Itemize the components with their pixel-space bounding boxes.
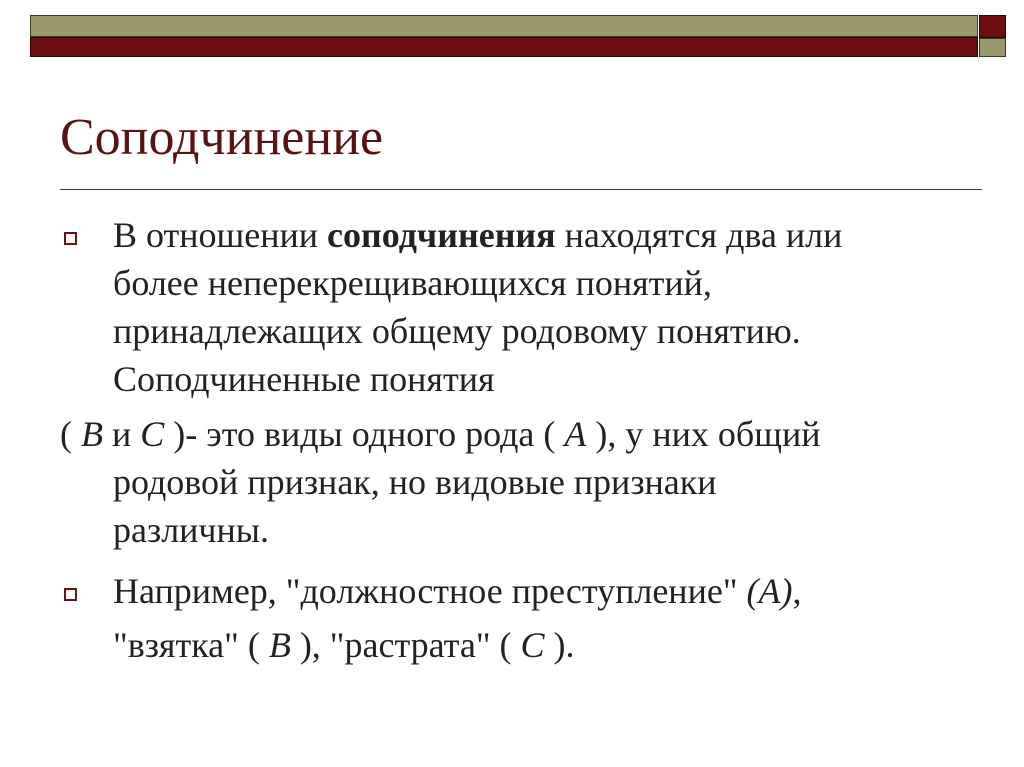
text-fragment: , [792,571,802,611]
paragraph-1-line-1 [113,214,842,256]
paragraph-2-line-1 [60,413,821,455]
text-fragment: находятся два или [555,215,843,255]
paragraph-3-line-1 [113,570,801,612]
bold-term: соподчинения [327,215,556,255]
header-square-maroon [979,15,1006,38]
title-divider [60,189,982,190]
paragraph-1-line-3: принадлежащих общему родовому понятию. [113,311,801,351]
slide-title: Соподчинение [60,109,384,166]
paragraph-2-line-2: родовой признак, но видовые признаки [113,462,717,502]
italic-letter: В [81,414,103,454]
text-fragment: ). [544,625,575,665]
paragraph-1-line-2: более неперекрещивающихся понятий, [113,263,712,303]
paragraph-3-line-2 [113,624,575,666]
italic-letter: (А) [746,571,793,611]
header-square-olive [979,38,1006,57]
text-fragment: Например, "должностное преступление" [113,571,747,611]
bullet-square-icon [64,588,77,601]
paragraph-1-line-4: Соподчиненные понятия [113,359,495,399]
header-bar-maroon [30,37,978,57]
paragraph-2-line-3: различны. [113,510,269,550]
italic-letter: А [564,414,587,454]
bullet-square-icon [64,232,77,245]
text-fragment: и [103,414,141,454]
italic-letter: В [268,625,291,665]
italic-letter: С [520,625,545,665]
italic-letter: С [140,414,165,454]
text-fragment: "взятка" ( [113,625,269,665]
header-bar-olive [30,15,978,37]
text-fragment: ), "растрата" ( [290,625,521,665]
text-fragment: ), у них общий [586,414,821,454]
text-fragment: ( [60,414,81,454]
text-fragment: )- это виды одного рода ( [164,414,565,454]
text-fragment: В отношении [113,215,328,255]
